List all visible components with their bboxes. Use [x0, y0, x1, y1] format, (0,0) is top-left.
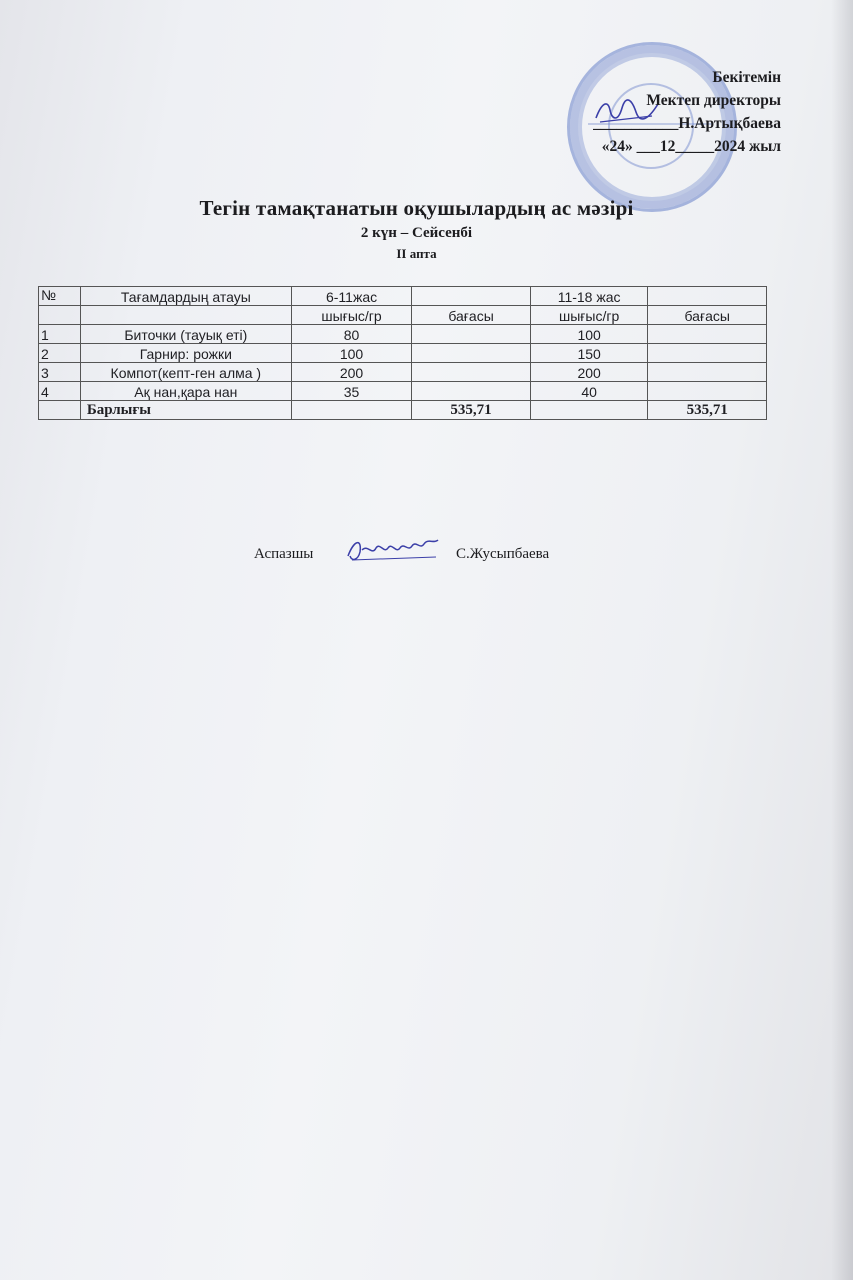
row-price-1 [412, 344, 531, 363]
row-qty-2: 40 [530, 382, 648, 401]
day-label: 2 күн – Сейсенбі [360, 225, 473, 241]
row-price-1 [412, 363, 531, 382]
row-qty-1: 200 [291, 363, 412, 382]
row-price-2 [648, 382, 767, 401]
header-empty-1 [412, 287, 531, 306]
row-dish-name: Гарнир: рожки [80, 344, 291, 363]
table-row [39, 363, 767, 382]
cook-role-label: Аспазшы [254, 546, 314, 562]
subheader-qty-1: шығыс/гр [291, 306, 412, 325]
row-price-2 [648, 344, 767, 363]
row-num: 1 [39, 325, 81, 344]
row-dish-name: Ақ нан,қара нан [80, 382, 291, 401]
row-num: 4 [39, 382, 81, 401]
row-price-2 [648, 325, 767, 344]
table-row [39, 325, 767, 344]
approval-block [521, 66, 781, 158]
table-subheader-row [39, 306, 767, 325]
total-price-2: 535,71 [648, 401, 767, 420]
row-qty-2: 150 [530, 344, 648, 363]
subheader-empty-num [39, 306, 81, 325]
menu-table [38, 286, 767, 420]
document-title: Тегін тамақтанатын оқушылардың ас мәзірі [199, 196, 634, 220]
approval-date: «24» ___12_____2024 жыл [601, 138, 781, 155]
total-label: Барлығы [80, 401, 291, 420]
document-title-block [0, 196, 833, 262]
header-num: № [39, 287, 81, 306]
total-empty-qty-1 [291, 401, 412, 420]
header-empty-2 [648, 287, 767, 306]
table-row [39, 344, 767, 363]
approval-title: Бекітемін [712, 69, 781, 86]
subheader-price-1: бағасы [412, 306, 531, 325]
row-qty-1: 35 [291, 382, 412, 401]
subheader-empty-name [80, 306, 291, 325]
page-edge-shadow [831, 0, 853, 1280]
header-age-group-2: 11-18 жас [530, 287, 648, 306]
row-num: 3 [39, 363, 81, 382]
approval-position: Мектеп директоры [646, 92, 781, 109]
row-qty-2: 200 [530, 363, 648, 382]
table-total-row [39, 401, 767, 420]
total-empty-num [39, 401, 81, 420]
row-num: 2 [39, 344, 81, 363]
row-price-1 [412, 382, 531, 401]
header-dish-name: Тағамдардың атауы [80, 287, 291, 306]
row-price-1 [412, 325, 531, 344]
row-qty-1: 80 [291, 325, 412, 344]
approval-director-name: ___________Н.Артықбаева [593, 115, 781, 132]
row-qty-1: 100 [291, 344, 412, 363]
total-price-1: 535,71 [412, 401, 531, 420]
cook-name: С.Жусыпбаева [456, 546, 550, 562]
table-header-row [39, 287, 767, 306]
header-age-group-1: 6-11жас [291, 287, 412, 306]
row-dish-name: Биточки (тауық еті) [80, 325, 291, 344]
row-qty-2: 100 [530, 325, 648, 344]
table-row [39, 382, 767, 401]
row-price-2 [648, 363, 767, 382]
subheader-price-2: бағасы [648, 306, 767, 325]
total-empty-qty-2 [530, 401, 648, 420]
week-label: II апта [396, 246, 437, 261]
cook-signature [342, 530, 446, 570]
row-dish-name: Компот(кепт-ген алма ) [80, 363, 291, 382]
subheader-qty-2: шығыс/гр [530, 306, 648, 325]
